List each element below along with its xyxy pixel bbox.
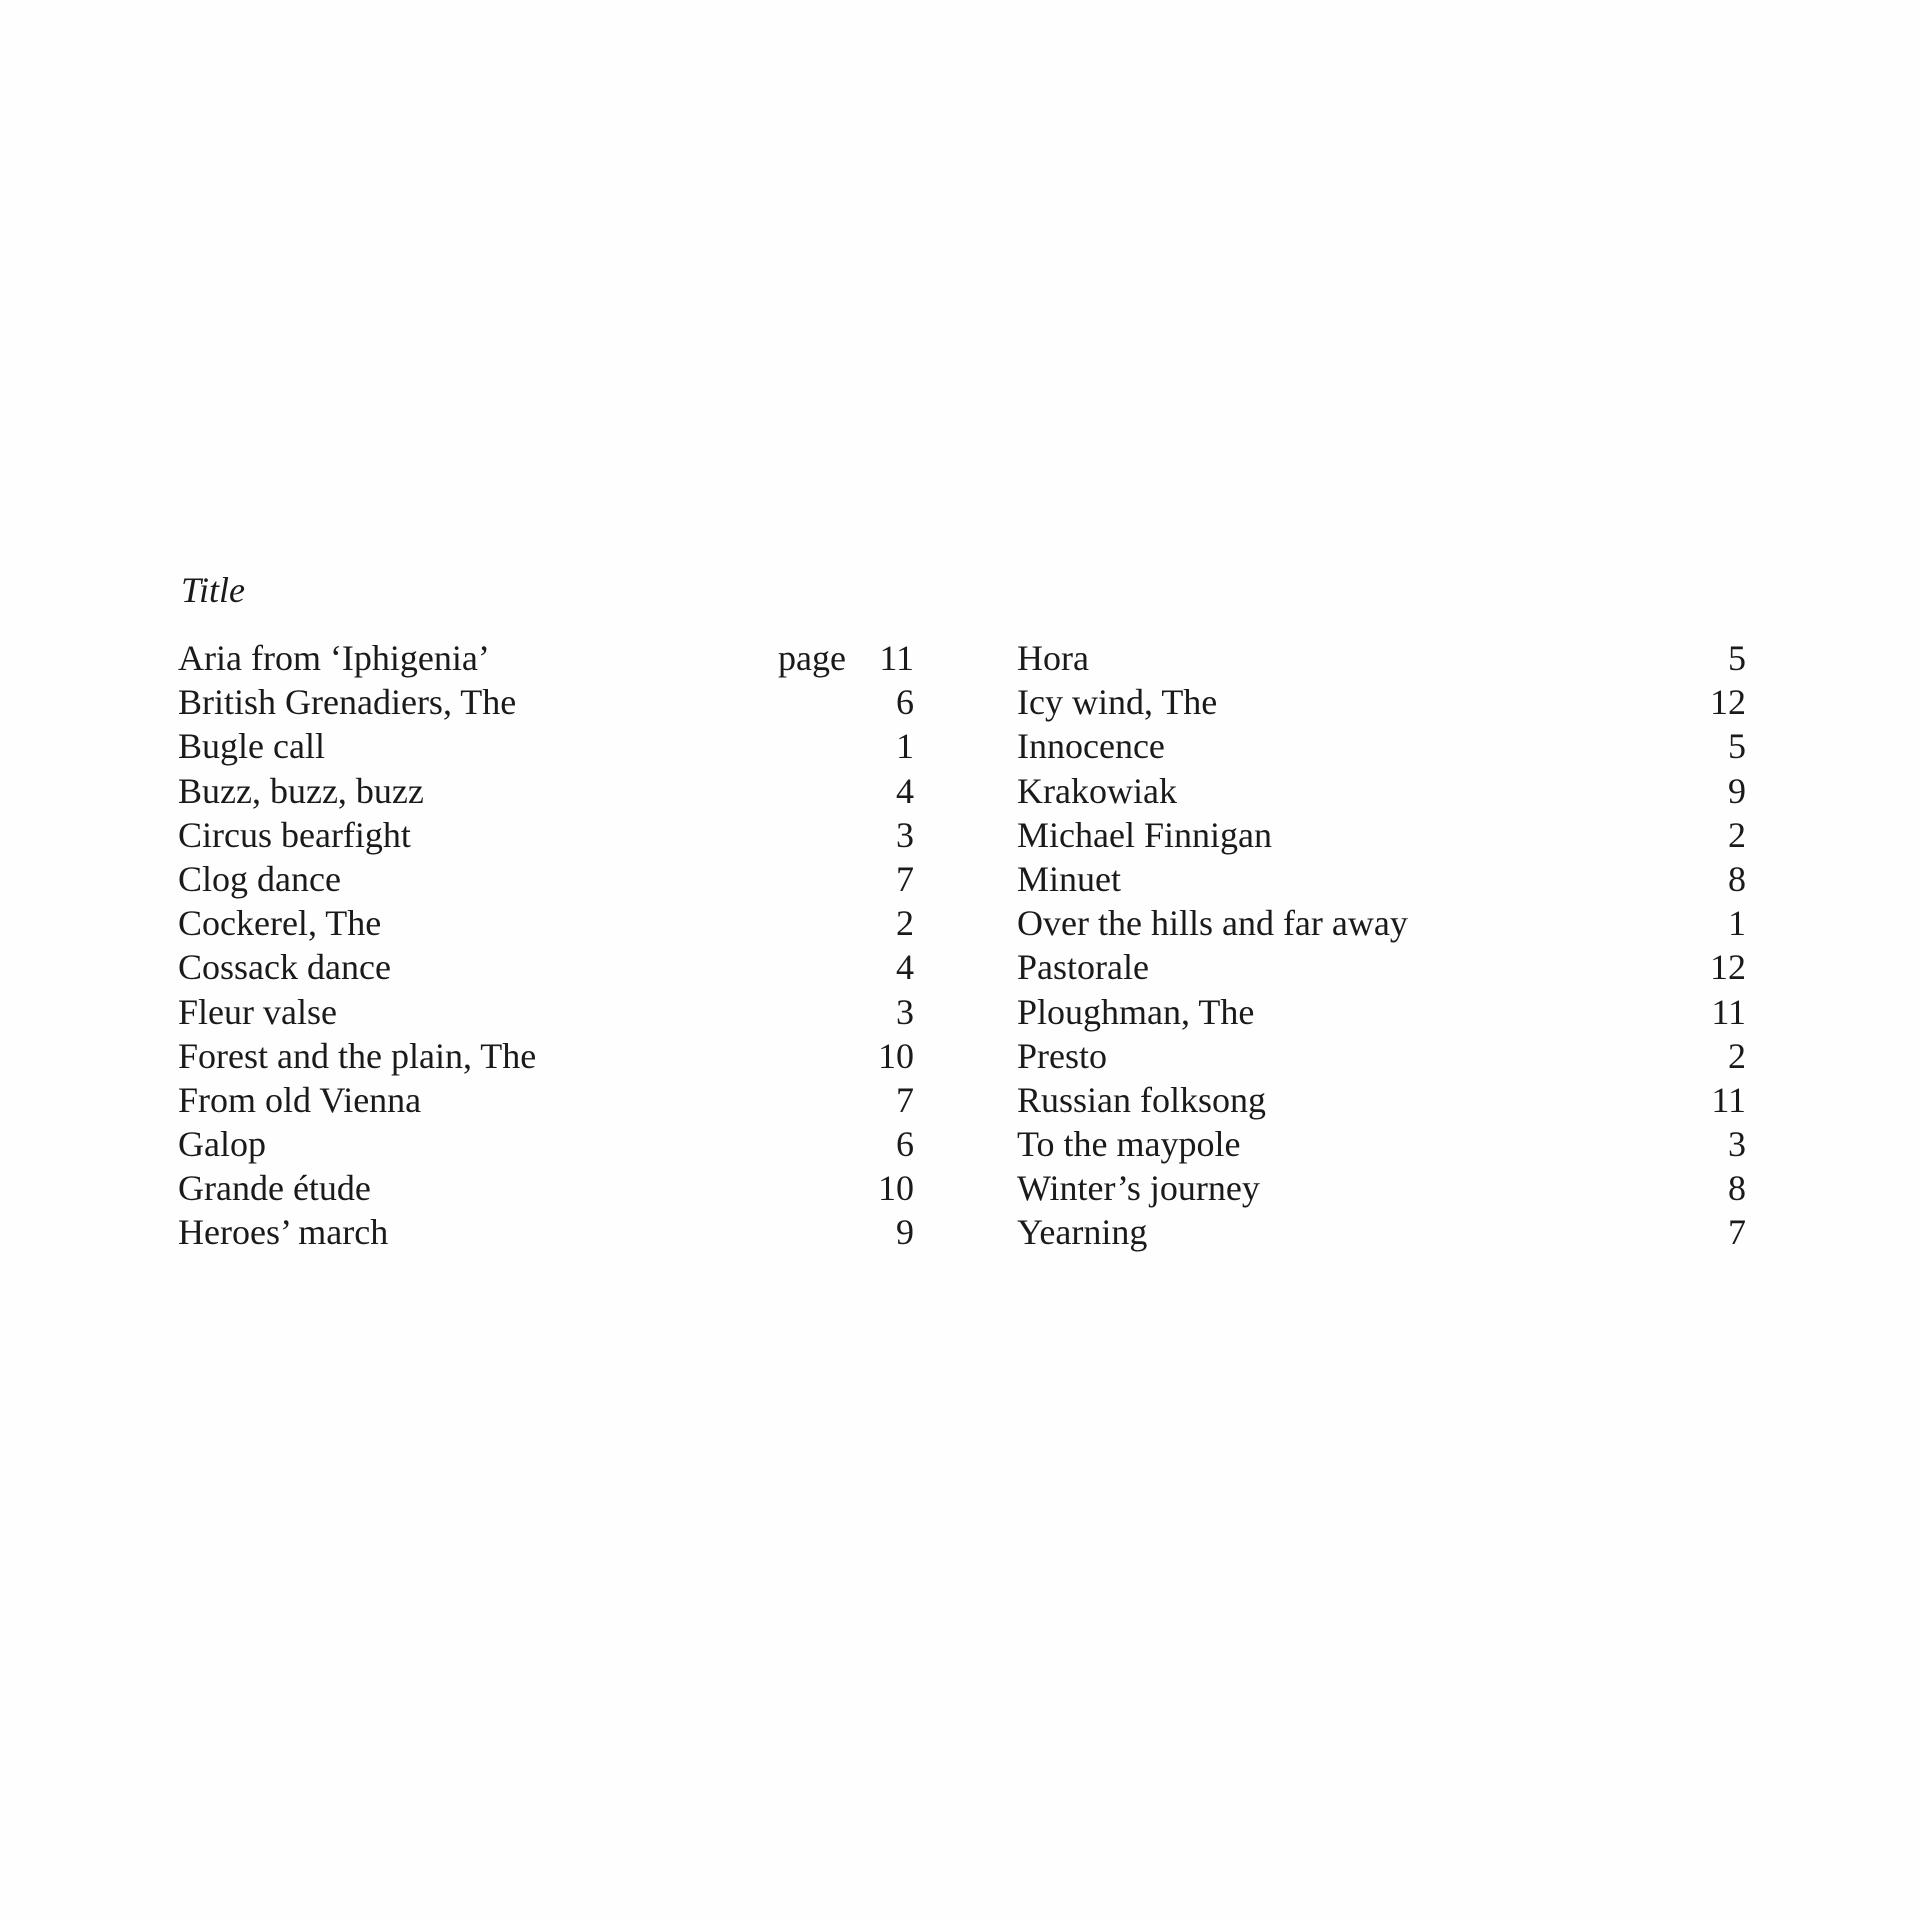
index-entry bbox=[178, 1122, 914, 1166]
entry-page-number: 12 bbox=[1710, 947, 1746, 988]
entry-page-number: 4 bbox=[896, 947, 914, 988]
entry-page-number: 2 bbox=[1728, 1035, 1746, 1076]
index-entry bbox=[178, 1034, 914, 1078]
entry-title: Yearning bbox=[1017, 1212, 1148, 1253]
entry-title: To the maypole bbox=[1017, 1124, 1241, 1165]
entry-title: Circus bearfight bbox=[178, 814, 411, 855]
index-entry bbox=[1017, 636, 1746, 680]
entry-title: Clog dance bbox=[178, 858, 341, 899]
index-entry bbox=[1017, 1122, 1746, 1166]
index-entry bbox=[1017, 1034, 1746, 1078]
entry-title: Cockerel, The bbox=[178, 903, 382, 944]
entry-title: Krakowiak bbox=[1017, 770, 1177, 811]
entry-title: Minuet bbox=[1017, 858, 1121, 899]
right-column bbox=[1017, 636, 1746, 1255]
index-entry bbox=[178, 769, 914, 813]
index-entry bbox=[178, 990, 914, 1034]
entry-page-number: 1 bbox=[1728, 903, 1746, 944]
index-entry bbox=[178, 1210, 914, 1254]
entry-page-number: 10 bbox=[878, 1168, 914, 1209]
page-word-label: page bbox=[778, 638, 846, 678]
index-entry bbox=[1017, 945, 1746, 989]
entry-page-number: 4 bbox=[896, 770, 914, 811]
entry-title: Pastorale bbox=[1017, 947, 1149, 988]
entry-title: Forest and the plain, The bbox=[178, 1035, 537, 1076]
left-column bbox=[178, 636, 914, 1255]
index-entry bbox=[1017, 857, 1746, 901]
entry-title: Heroes’ march bbox=[178, 1212, 389, 1253]
entry-title: Michael Finnigan bbox=[1017, 814, 1272, 855]
entry-title: Buzz, buzz, buzz bbox=[178, 770, 424, 811]
entry-title: British Grenadiers, The bbox=[178, 682, 517, 723]
entry-title: Hora bbox=[1017, 638, 1089, 678]
entry-page-number: 7 bbox=[896, 858, 914, 899]
entry-title: Grande étude bbox=[178, 1168, 371, 1209]
entry-title: Icy wind, The bbox=[1017, 682, 1218, 723]
entry-page-number: 8 bbox=[1728, 1168, 1746, 1209]
entry-title: Over the hills and far away bbox=[1017, 903, 1408, 944]
entry-page-number: 2 bbox=[896, 903, 914, 944]
entry-page-number: 9 bbox=[896, 1212, 914, 1253]
index-entry bbox=[1017, 813, 1746, 857]
index-entry bbox=[178, 857, 914, 901]
entry-page-number: 7 bbox=[1728, 1212, 1746, 1253]
entry-page-number: 6 bbox=[896, 1124, 914, 1165]
entry-page-number: 11 bbox=[1711, 991, 1746, 1032]
entry-page-number: 9 bbox=[1728, 770, 1746, 811]
index-entry bbox=[178, 1166, 914, 1210]
index-entry bbox=[1017, 724, 1746, 768]
index-entry bbox=[1017, 990, 1746, 1034]
entry-title: Bugle call bbox=[178, 726, 325, 767]
entry-page-number: 5 bbox=[1728, 638, 1746, 678]
entry-page-number: 8 bbox=[1728, 858, 1746, 899]
entry-title: Innocence bbox=[1017, 726, 1165, 767]
entry-page-number: 3 bbox=[896, 991, 914, 1032]
entry-page-number: 2 bbox=[1728, 814, 1746, 855]
entry-title: From old Vienna bbox=[178, 1079, 422, 1120]
entry-page-number: 11 bbox=[879, 638, 914, 678]
entry-title: Russian folksong bbox=[1017, 1079, 1267, 1120]
index-entry bbox=[178, 901, 914, 945]
entry-title: Ploughman, The bbox=[1017, 991, 1255, 1032]
index-entry bbox=[178, 945, 914, 989]
entry-page-number: 12 bbox=[1710, 682, 1746, 723]
entry-title: Winter’s journey bbox=[1017, 1168, 1260, 1209]
entry-page-number: 5 bbox=[1728, 726, 1746, 767]
entry-page-number: 3 bbox=[1728, 1124, 1746, 1165]
entry-title: Cossack dance bbox=[178, 947, 391, 988]
index-entry bbox=[1017, 1210, 1746, 1254]
entry-title: Fleur valse bbox=[178, 991, 337, 1032]
index-entry bbox=[178, 636, 914, 680]
index-entry bbox=[178, 680, 914, 724]
index-entry bbox=[1017, 1078, 1746, 1122]
entry-title: Aria from ‘Iphigenia’ bbox=[178, 638, 490, 678]
index-entry bbox=[1017, 680, 1746, 724]
index-entry bbox=[178, 813, 914, 857]
entry-page-number: 1 bbox=[896, 726, 914, 767]
index-entry bbox=[178, 1078, 914, 1122]
index-entry bbox=[1017, 901, 1746, 945]
entry-title: Presto bbox=[1017, 1035, 1107, 1076]
entry-title: Galop bbox=[178, 1124, 266, 1165]
entry-page-number: 11 bbox=[1711, 1079, 1746, 1120]
index-entry bbox=[1017, 769, 1746, 813]
entry-page-number: 3 bbox=[896, 814, 914, 855]
entry-page-number: 6 bbox=[896, 682, 914, 723]
entry-page-number: 7 bbox=[896, 1079, 914, 1120]
index-entry bbox=[178, 724, 914, 768]
entry-page-number: 10 bbox=[878, 1035, 914, 1076]
index-heading: Title bbox=[181, 570, 246, 610]
index-entry bbox=[1017, 1166, 1746, 1210]
